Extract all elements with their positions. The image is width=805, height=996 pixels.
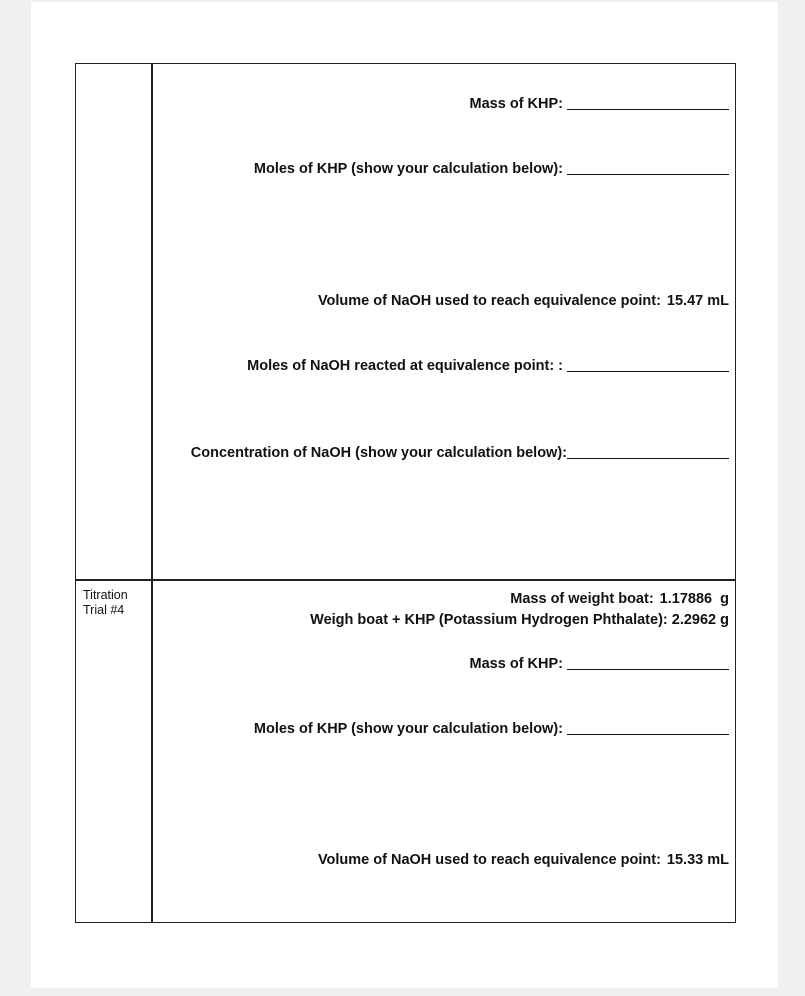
trial3-mass-khp bbox=[470, 96, 729, 112]
trial3-conc-naoh-label: Concentration of NaOH (show your calculation below): bbox=[190, 445, 567, 461]
row-label-trial4: Titration Trial #4 bbox=[83, 588, 128, 617]
trial4-boat-khp-value: 2.2962 g bbox=[671, 612, 729, 628]
trial3-vol-naoh-value: 15.47 mL bbox=[666, 293, 729, 309]
trial3-conc-naoh bbox=[191, 445, 729, 461]
trial3-moles-khp-label: Moles of KHP (show your calculation below): bbox=[253, 161, 563, 177]
trial4-weight-boat-value: 1.17886 g bbox=[659, 591, 729, 607]
trial3-vol-naoh bbox=[318, 293, 729, 309]
trial4-moles-khp-blank[interactable] bbox=[567, 733, 729, 735]
trial4-weight-boat bbox=[510, 591, 729, 607]
trial3-moles-khp bbox=[254, 161, 729, 177]
trial3-moles-naoh bbox=[247, 358, 729, 374]
trial4-boat-khp-label: Weigh boat + KHP (Potassium Hydrogen Phthalate): bbox=[310, 612, 668, 628]
trial3-mass-khp-blank[interactable] bbox=[567, 108, 729, 110]
trial3-conc-naoh-blank[interactable] bbox=[567, 457, 729, 459]
trial3-vol-naoh-label: Volume of NaOH used to reach equivalence point: bbox=[317, 293, 661, 309]
trial3-moles-naoh-label: Moles of NaOH reacted at equivalence point: : bbox=[247, 358, 563, 374]
column-divider bbox=[151, 63, 153, 923]
trial4-vol-naoh-value: 15.33 mL bbox=[666, 852, 729, 868]
trial4-vol-naoh bbox=[318, 852, 729, 868]
trial4-weight-boat-label: Mass of weight boat: bbox=[510, 591, 654, 607]
worksheet-table bbox=[75, 63, 736, 923]
trial4-moles-khp-label: Moles of KHP (show your calculation below): bbox=[253, 721, 563, 737]
trial4-moles-khp bbox=[254, 721, 729, 737]
row-divider bbox=[75, 579, 736, 581]
trial4-mass-khp bbox=[470, 656, 729, 672]
trial4-boat-khp bbox=[310, 612, 729, 628]
trial3-mass-khp-label: Mass of KHP: bbox=[469, 96, 563, 112]
trial4-mass-khp-label: Mass of KHP: bbox=[469, 656, 563, 672]
trial4-mass-khp-blank[interactable] bbox=[567, 668, 729, 670]
trial4-vol-naoh-label: Volume of NaOH used to reach equivalence point: bbox=[317, 852, 661, 868]
trial3-moles-khp-blank[interactable] bbox=[567, 173, 729, 175]
trial3-moles-naoh-blank[interactable] bbox=[567, 370, 729, 372]
